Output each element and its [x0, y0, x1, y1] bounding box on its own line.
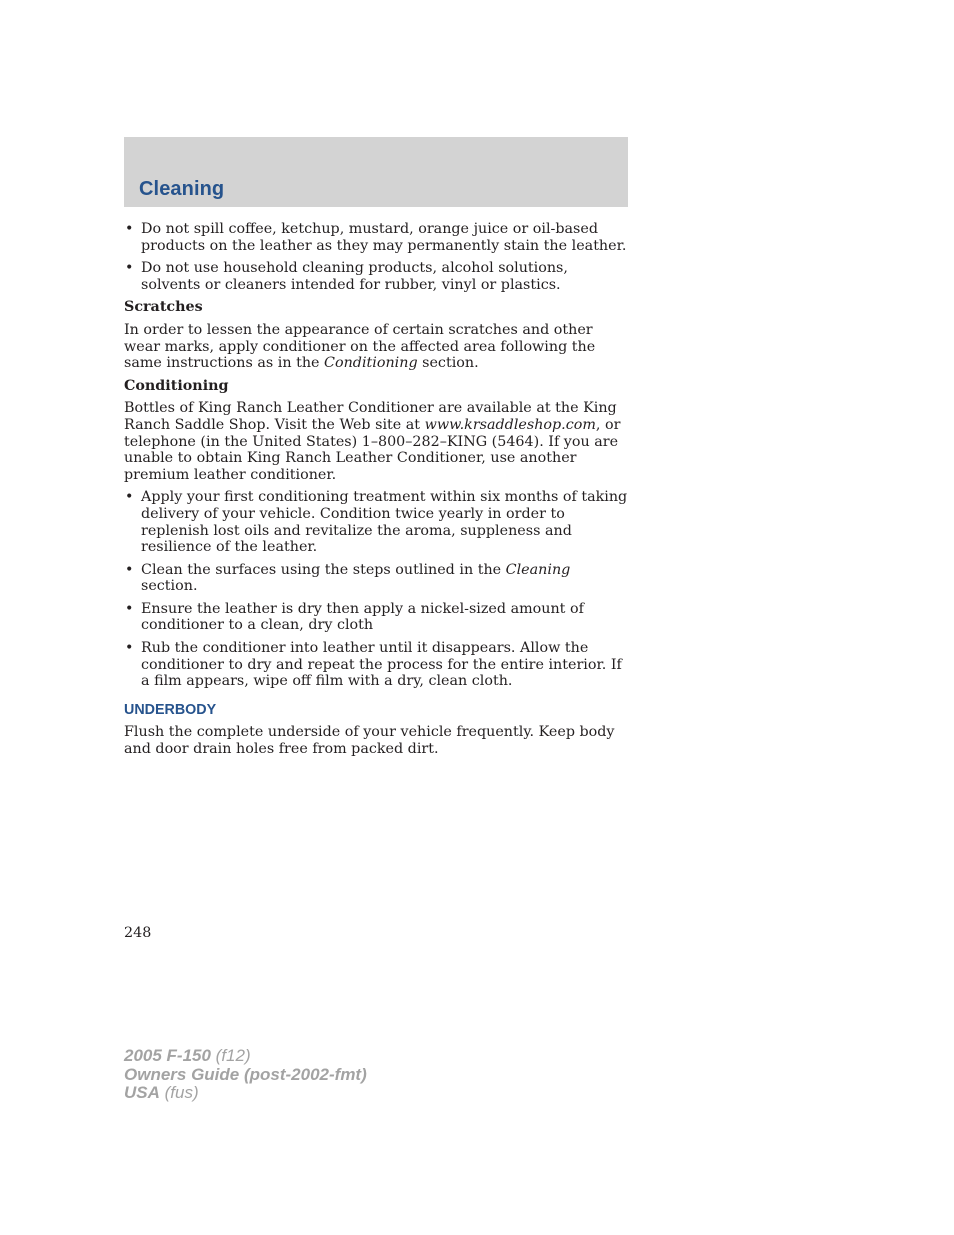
- list-item-text-end: section.: [141, 578, 198, 595]
- scratches-heading: Scratches: [124, 299, 203, 316]
- list-item: [124, 640, 630, 690]
- footer-region-code: (fus): [159, 1083, 199, 1102]
- page-title: Cleaning: [139, 178, 225, 200]
- list-item-text: Rub the conditioner into leather until it disappears. Allow the conditioner to dry and repeat the process for the entire interior. If a film appears, wipe off film with a dry, clean cloth.: [141, 640, 622, 690]
- footer-line-1: [124, 1047, 367, 1066]
- scratches-paragraph: [124, 322, 630, 372]
- bullet-icon: •: [125, 640, 134, 657]
- underbody-paragraph: Flush the complete underside of your vehicle frequently. Keep body and door drain holes free from packed dirt.: [124, 724, 615, 758]
- list-item-text: Do not use household cleaning products, alcohol solutions, solvents or cleaners intended for rubber, vinyl or plastics.: [141, 260, 568, 293]
- scratches-text: In order to lessen the appearance of certain scratches and other wear marks, apply conditioner on the affected area following the same instructions as in the: [124, 321, 596, 372]
- list-item: [124, 562, 630, 595]
- conditioning-heading: Conditioning: [124, 377, 229, 394]
- bullet-icon: •: [125, 489, 134, 506]
- list-item: [124, 221, 630, 254]
- list-item-text: Do not spill coffee, ketchup, mustard, orange juice or oil-based products on the leather as they may permanently stain the leather.: [141, 221, 627, 254]
- cleaning-reference: Cleaning: [505, 561, 571, 578]
- list-item-text: Clean the surfaces using the steps outlined in the: [141, 561, 506, 578]
- footer-line-3: [124, 1084, 367, 1103]
- conditioning-steps: [124, 489, 630, 690]
- underbody-heading: UNDERBODY: [124, 701, 217, 718]
- list-item: [124, 601, 630, 634]
- header-band: [124, 137, 628, 207]
- conditioning-text-end: , or telephone (in the United States) 1–800–282–KING (5464). If you are unable to obtain King Ranch Leather Conditioner, use another premium leather conditioner.: [124, 416, 621, 483]
- footer-region: USA: [124, 1083, 160, 1102]
- bullet-icon: •: [125, 600, 134, 617]
- bullet-icon: •: [125, 260, 134, 277]
- conditioning-paragraph: [124, 400, 630, 483]
- footer-line-2: [124, 1066, 367, 1085]
- main-content: [124, 221, 630, 758]
- footer-model-code: (f12): [210, 1046, 251, 1065]
- list-item: [124, 489, 630, 555]
- list-item: [124, 260, 630, 293]
- conditioning-reference: Conditioning: [324, 355, 418, 372]
- page-number: 248: [124, 925, 152, 941]
- bullet-icon: •: [125, 561, 134, 578]
- conditioning-text: Bottles of King Ranch Leather Conditioner are available at the King Ranch Saddle Shop. Visit the Web site at: [124, 400, 617, 433]
- bullet-list-top: [124, 221, 630, 293]
- bullet-icon: •: [125, 221, 134, 237]
- scratches-text-end: section.: [417, 355, 479, 372]
- list-item-text: Ensure the leather is dry then apply a nickel-sized amount of conditioner to a clean, dry cloth: [141, 600, 584, 634]
- footer-guide: Owners Guide (post-2002-fmt): [124, 1064, 367, 1084]
- list-item-text: Apply your first conditioning treatment within six months of taking delivery of your vehicle. Condition twice yearly in order to replenish lost oils and revitalize the aroma, suppleness and resilience of the leather.: [141, 489, 628, 556]
- website-link[interactable]: www.krsaddleshop.com: [424, 416, 596, 433]
- footer-model: 2005 F-150: [124, 1046, 211, 1065]
- footer: [124, 1047, 367, 1103]
